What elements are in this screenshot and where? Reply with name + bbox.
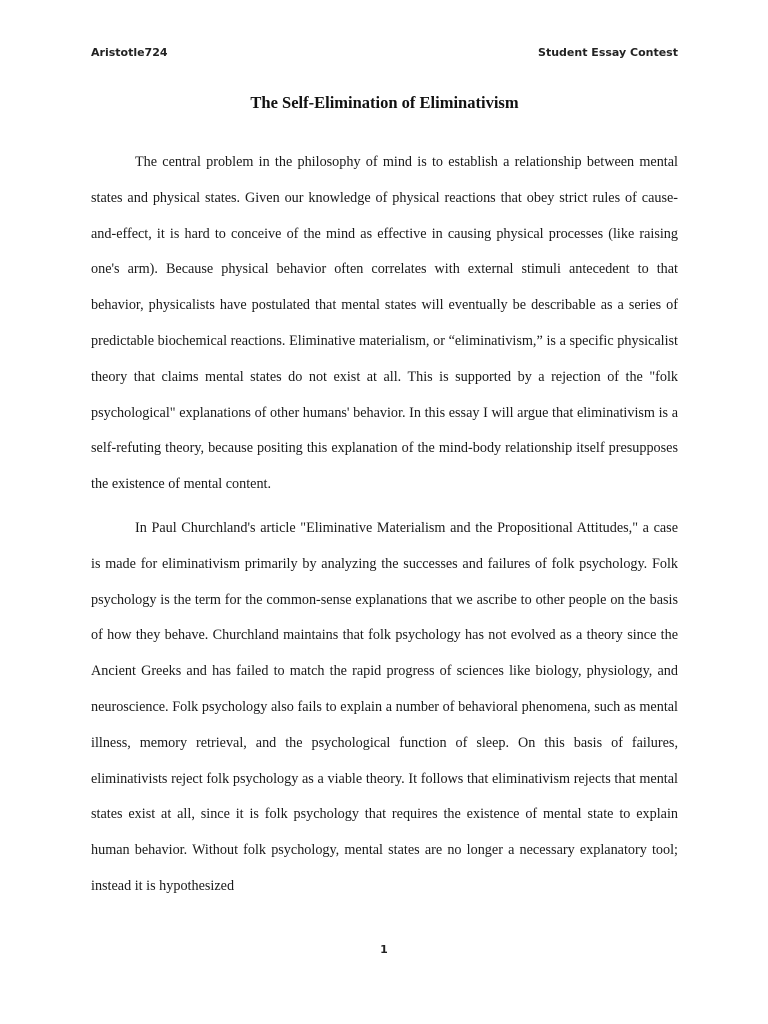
header-contest: Student Essay Contest bbox=[538, 46, 678, 59]
page-number: 1 bbox=[380, 943, 388, 956]
paragraph-2: In Paul Churchland's article "Eliminative Materialism and the Propositional Attitudes," a case is made for eliminativism primarily by analyzing the successes and failures of folk psychology. Folk psychology is the term for the common-sense explanations that we ascribe to other people on the basis of how they behave. Churchland maintains that folk psychology has not evolved as a theory since the Ancient Greeks and has failed to match the rapid progress of sciences like biology, physiology, and neuroscience. Folk psychology also fails to explain a number of behavioral phenomena, such as mental illness, memory retrieval, and the psychological function of sleep. On this basis of failures, eliminativists reject folk psychology as a viable theory. It follows that eliminativism rejects that mental states exist at all, since it is folk psychology that requires the existence of mental state to explain human behavior. Without folk psychology, mental states are no longer a necessary explanatory tool; instead it is hypothesized bbox=[91, 520, 678, 894]
essay-title: The Self-Elimination of Eliminativism bbox=[250, 93, 519, 112]
paragraph-1: The central problem in the philosophy of mind is to establish a relationship between mental states and physical states. Given our knowledge of physical reactions that obey strict rules of cause-and-effect, it is hard to conceive of the mind as effective in causing physical processes (like raising one's arm). Because physical behavior often correlates with external stimuli antecedent to that behavior, physicalists have postulated that mental states will eventually be describable as a series of predictable biochemical reactions. Eliminative materialism, or “eliminativism,” is a specific physicalist theory that claims mental states do not exist at all. This is supported by a rejection of the "folk psychological" explanations of other humans' behavior. In this essay I will argue that eliminativism is a self-refuting theory, because positing this explanation of the mind-body relationship itself presupposes the existence of mental content. bbox=[91, 154, 678, 493]
page-header bbox=[91, 46, 678, 64]
header-author: Aristotle724 bbox=[91, 46, 168, 59]
